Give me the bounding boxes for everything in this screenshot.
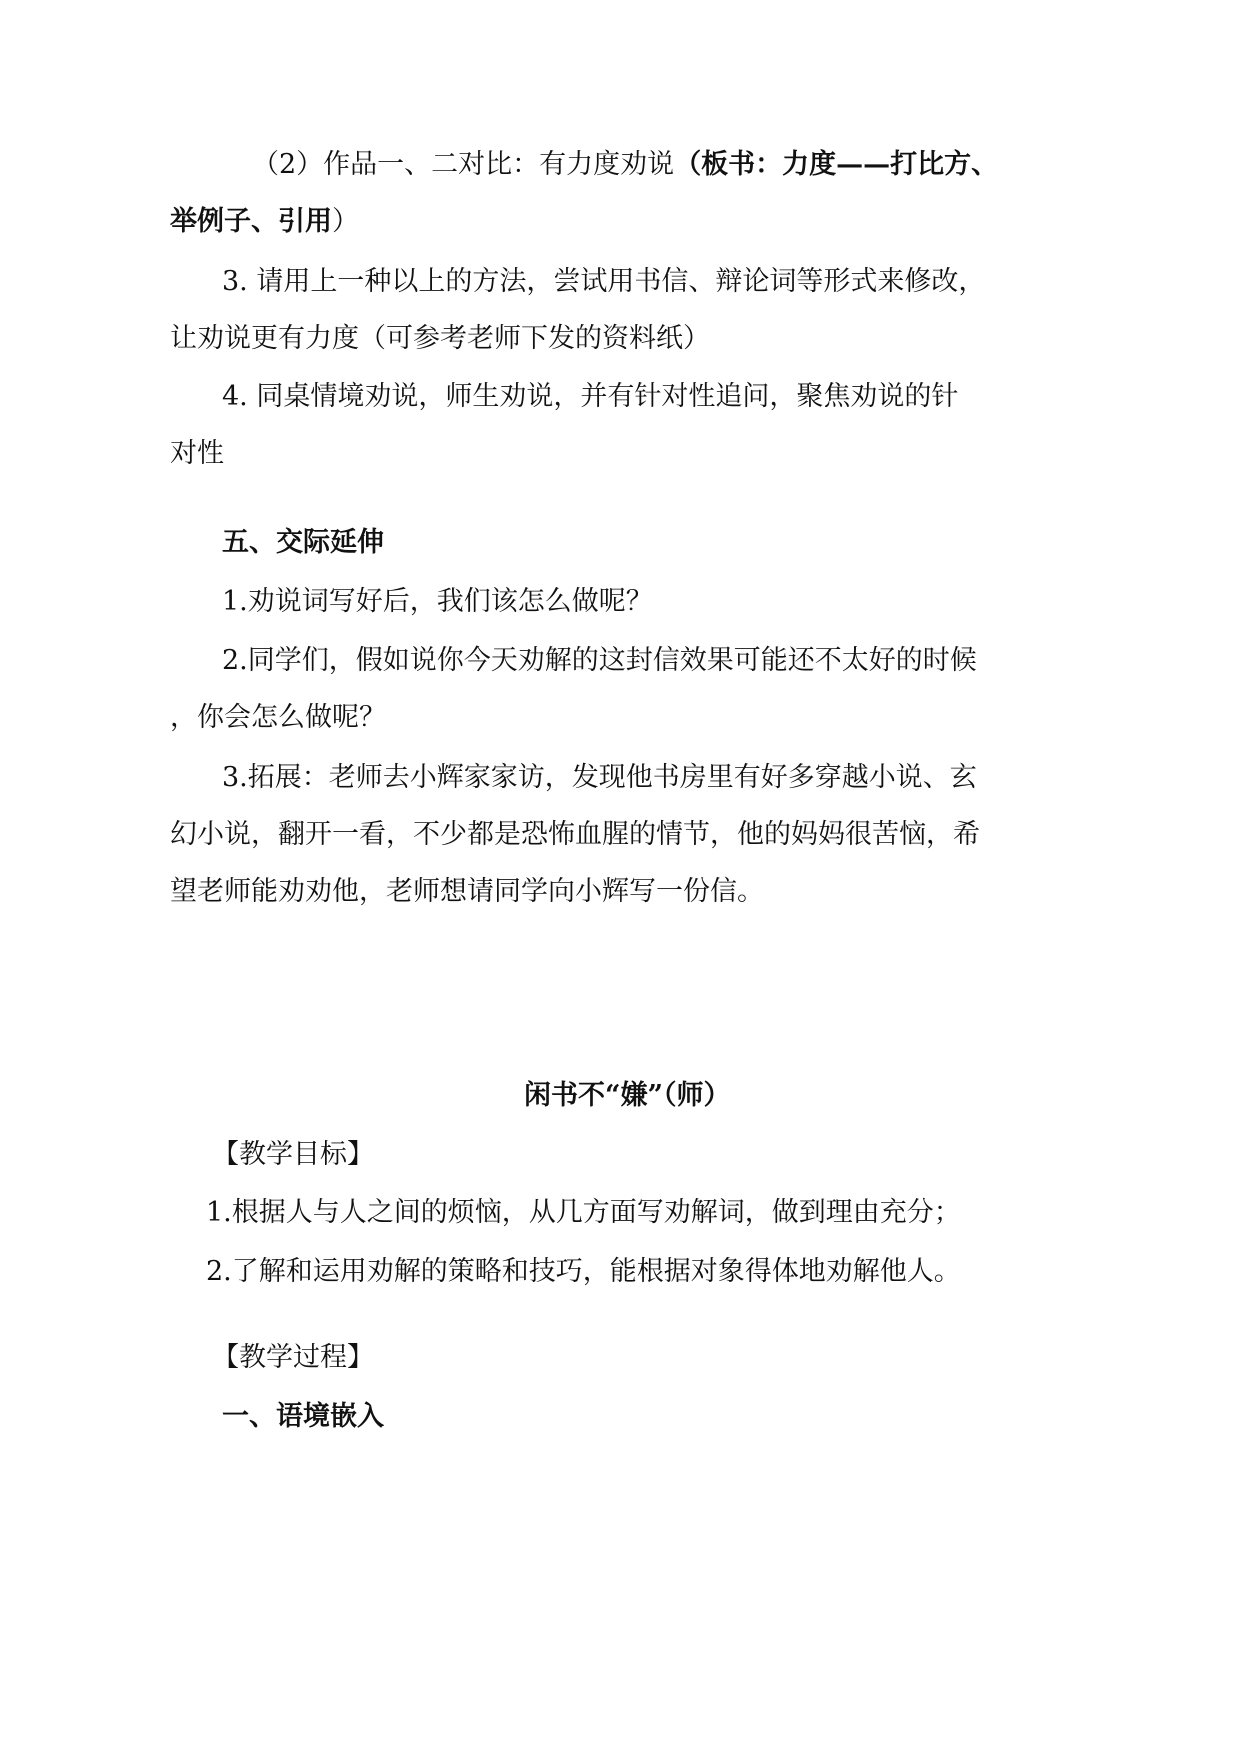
paragraph-4-line-2: 对性 [170,438,224,469]
blackboard-note: （板书：力度——打比方、 [674,149,999,180]
closing-paren: ） [332,206,359,237]
paragraph-2-line-2 [170,202,359,242]
section-5-item-2-line-2: ，你会怎么做呢？ [170,702,386,733]
section-5-item-3-line-2: 幻小说，翻开一看，不少都是恐怖血腥的情节，他的妈妈很苦恼，希 [170,819,980,850]
paragraph-3-line-1: 3. 请用上一种以上的方法，尝试用书信、辩论词等形式来修改， [222,266,986,297]
section-5-item-3-line-1: 3.拓展：老师去小辉家家访，发现他书房里有好多穿越小说、玄 [222,762,977,793]
blackboard-note-continued: 举例子、引用 [170,206,332,237]
lesson-title: 闲书不“嫌”（师） [524,1080,731,1111]
paragraph-2-line-1 [252,145,998,185]
part-1-heading: 一、语境嵌入 [222,1401,384,1432]
teaching-goal-2: 2.了解和运用劝解的策略和技巧，能根据对象得体地劝解他人。 [206,1256,961,1287]
teaching-process-heading: 【教学过程】 [212,1342,374,1373]
section-5-heading: 五、交际延伸 [222,527,384,558]
teaching-goal-1: 1.根据人与人之间的烦恼，从几方面写劝解词，做到理由充分； [206,1197,961,1228]
paragraph-2-text: （2）作品一、二对比：有力度劝说 [252,149,675,180]
paragraph-3-line-2: 让劝说更有力度（可参考老师下发的资料纸） [170,323,710,354]
section-5-item-1: 1.劝说词写好后，我们该怎么做呢？ [222,586,653,617]
paragraph-4-line-1: 4. 同桌情境劝说，师生劝说，并有针对性追问，聚焦劝说的针 [222,381,959,412]
teaching-goals-heading: 【教学目标】 [212,1139,374,1170]
section-5-item-2-line-1: 2.同学们，假如说你今天劝解的这封信效果可能还不太好的时候 [222,645,977,676]
section-5-item-3-line-3: 望老师能劝劝他，老师想请同学向小辉写一份信。 [170,876,764,907]
